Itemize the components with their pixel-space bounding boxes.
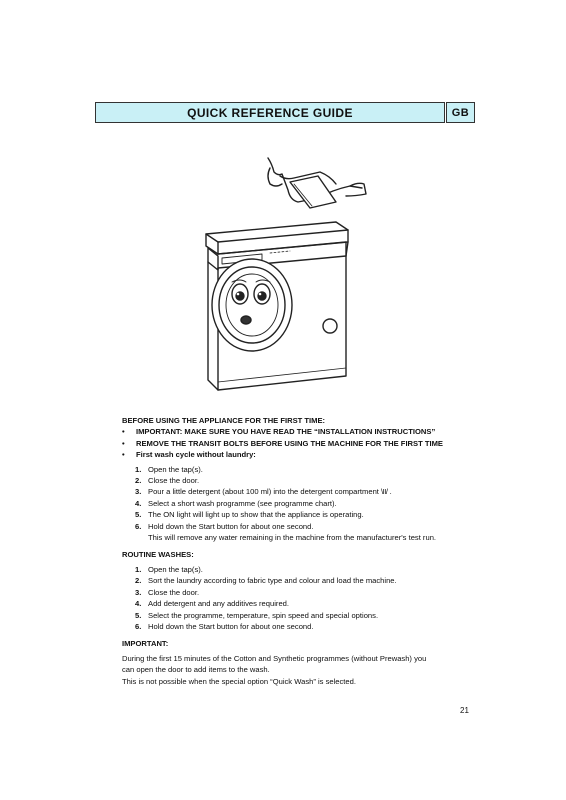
routine-washes-heading: ROUTINE WASHES: [122,550,194,560]
first-time-bullets [122,426,482,460]
first-wash-steps [122,464,482,544]
instructions [122,415,482,687]
list-item: 3. Pour a little detergent (about 100 ml) into the detergent compartment \II/ . [135,487,392,497]
routine-steps [122,564,482,632]
list-item: 5. Select the programme, temperature, spin speed and special options. [135,610,379,620]
washing-machine-illustration [190,150,370,400]
list-item: 1. Open the tap(s). [135,564,203,574]
important-text: During the first 15 minutes of the Cotton and Synthetic programmes (without Prewash) you can open the door to add items to the wash. This is not possible when the special option “Quick Wash” is selected. [122,653,427,686]
bullet-item: • REMOVE THE TRANSIT BOLTS BEFORE USING THE MACHINE FOR THE FIRST TIME [122,438,482,449]
list-item: 2. Sort the laundry according to fabric type and colour and load the machine. [135,576,397,586]
list-item: 4. Select a short wash programme (see programme chart). [135,498,337,508]
list-item: 3. Close the door. [135,587,200,597]
list-item: 6. Hold down the Start button for about one second. [135,621,314,631]
header-bar [95,102,445,123]
bullet-item: • IMPORTANT: MAKE SURE YOU HAVE READ THE “INSTALLATION INSTRUCTIONS” [122,426,482,437]
first-time-heading: BEFORE USING THE APPLIANCE FOR THE FIRST TIME: [122,416,326,425]
list-item: 4. Add detergent and any additives required. [135,599,290,609]
list-item: 6. Hold down the Start button for about one second. This will remove any water remaining in the machine from the manufacturer's test run. [135,521,437,543]
language-badge: GB [446,102,475,123]
detergent-compartment-icon: \II/ [381,487,388,497]
page-number: 21 [460,706,469,715]
list-item: 5. The ON light will light up to show that the appliance is operating. [135,510,364,520]
page-title: QUICK REFERENCE GUIDE [187,105,353,120]
bullet-item: • First wash cycle without laundry: [122,449,482,460]
important-heading: IMPORTANT: [122,639,169,649]
list-item: 1. Open the tap(s). [135,464,203,474]
list-item: 2. Close the door. [135,476,200,486]
